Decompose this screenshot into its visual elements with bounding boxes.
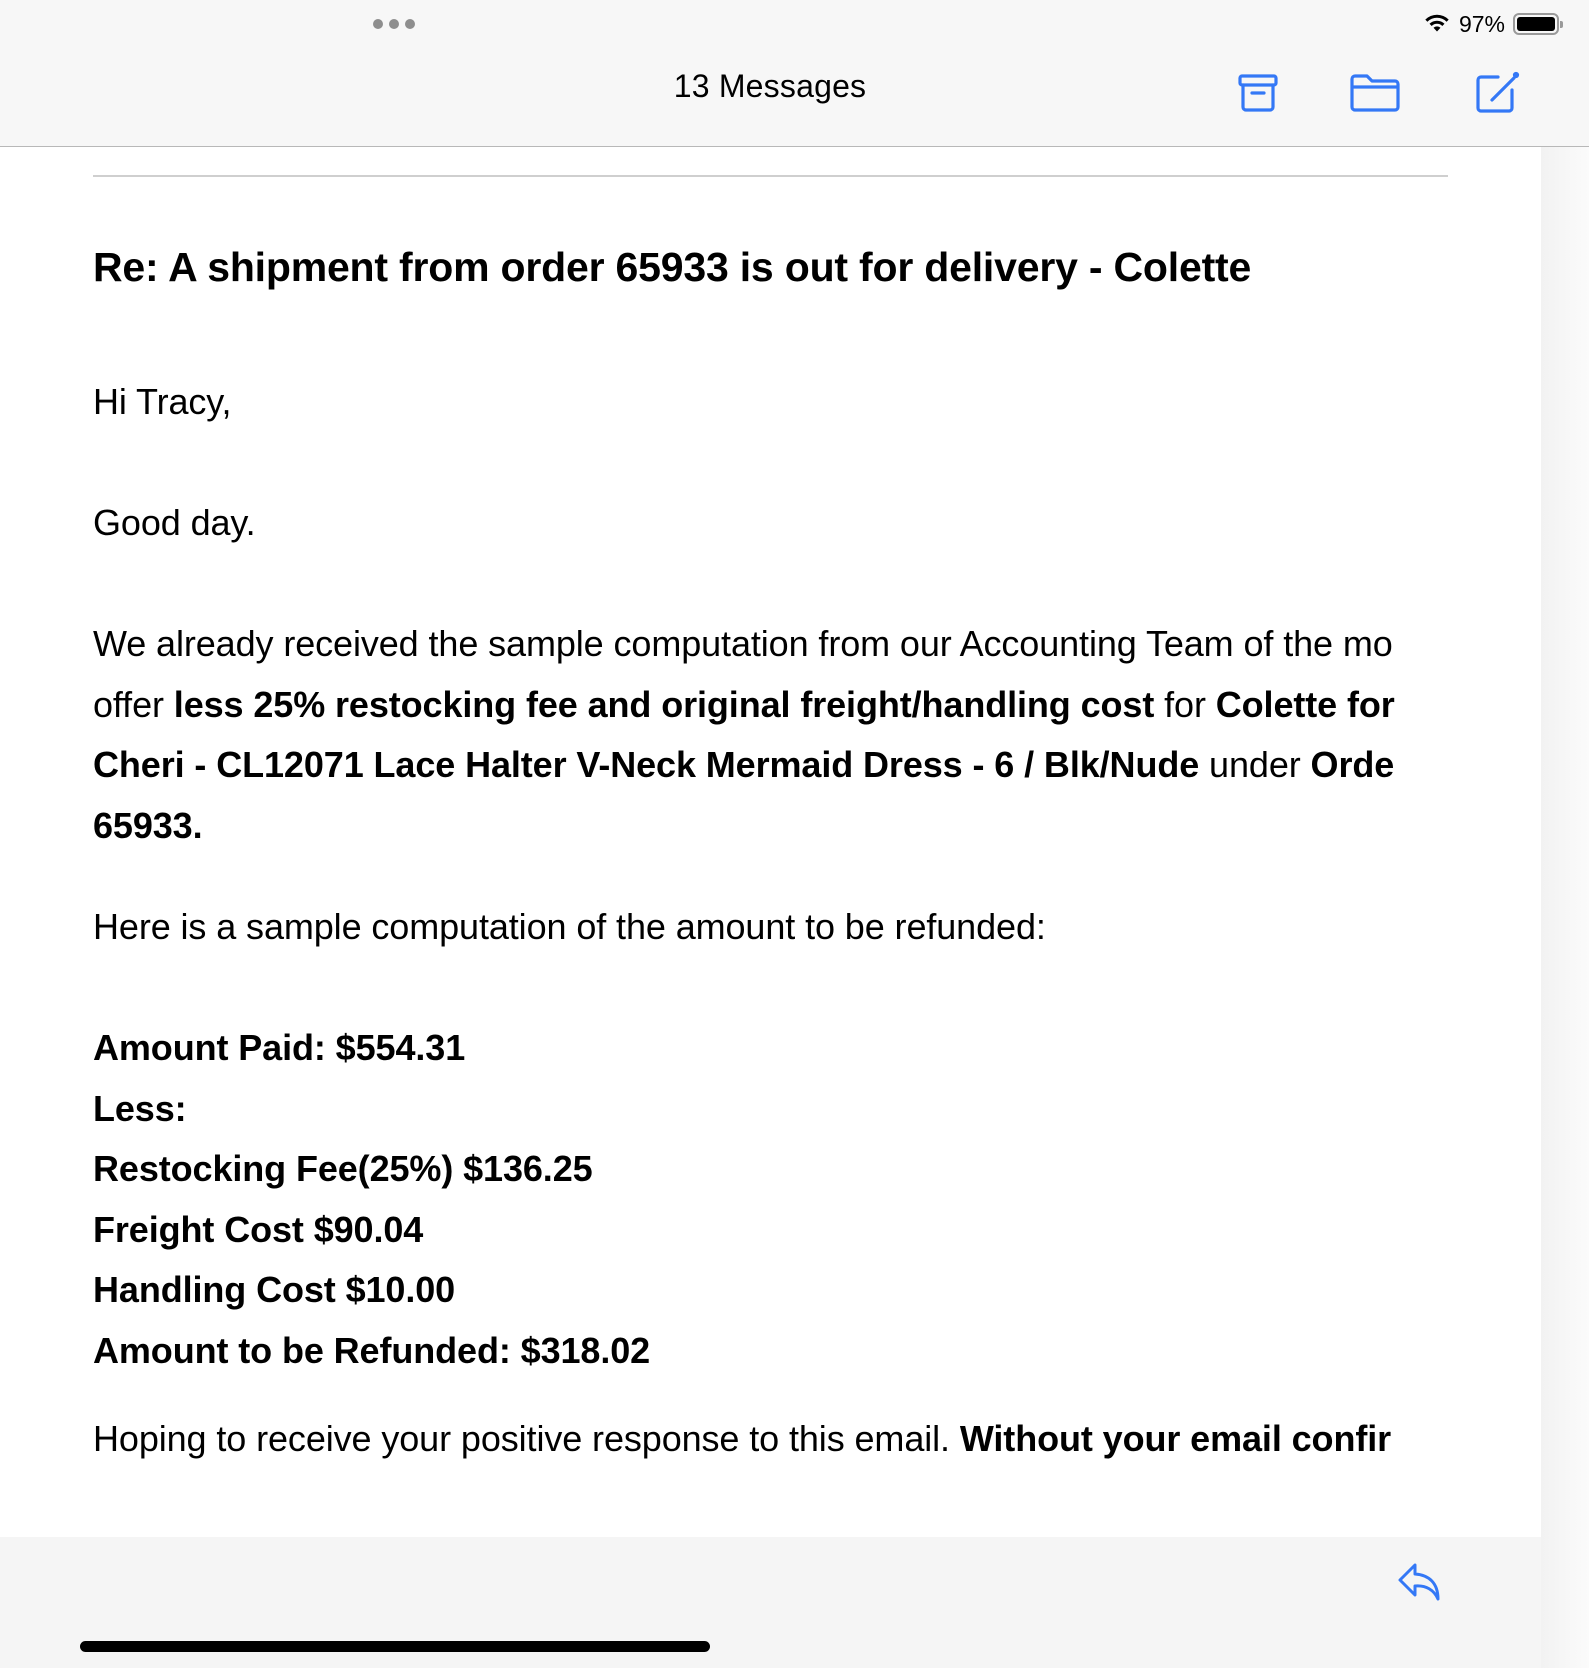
archive-box-icon — [1236, 71, 1280, 120]
reply-arrow-icon — [1396, 1561, 1444, 1610]
amount-paid: Amount Paid: $554.31 — [93, 1027, 466, 1068]
battery-icon — [1513, 13, 1559, 35]
email-paragraph-offer — [93, 614, 1541, 856]
less-label: Less: — [93, 1087, 187, 1129]
paragraph-line: We already received the sample computation from our Accounting Team of the mo — [93, 623, 1393, 664]
battery-percentage: 97% — [1458, 10, 1505, 37]
paragraph-line: Cheri - CL12071 Lace Halter V-Neck Mermaid Dress - 6 / Blk/Nude under Orde — [93, 744, 1395, 785]
wifi-icon — [1423, 11, 1451, 38]
handling-cost: Handling Cost $10.00 — [93, 1269, 456, 1310]
home-indicator[interactable] — [80, 1641, 710, 1652]
paragraph-line: 65933. — [93, 804, 203, 846]
status-indicators — [1423, 9, 1559, 39]
move-to-folder-button[interactable] — [1350, 70, 1400, 120]
compose-button[interactable] — [1472, 70, 1522, 120]
message-count-title: 13 Messages — [673, 68, 867, 104]
freight-cost: Freight Cost $90.04 — [93, 1208, 424, 1250]
refund-computation — [93, 1018, 1541, 1381]
navigation-bar — [0, 48, 1589, 147]
folder-icon — [1349, 71, 1401, 120]
status-bar — [0, 0, 1589, 48]
side-panel-edge — [1541, 147, 1589, 1668]
amount-refunded: Amount to be Refunded: $318.02 — [93, 1329, 651, 1371]
email-content[interactable] — [0, 147, 1541, 1537]
reply-button[interactable] — [1390, 1557, 1450, 1613]
paragraph-line: offer less 25% restocking fee and original freight/handling cost for Colette for — [93, 683, 1395, 725]
email-greeting: Hi Tracy, — [93, 381, 232, 422]
email-closing: Hoping to receive your positive response to this email. Without your email confir — [93, 1418, 1392, 1459]
email-subject: Re: A shipment from order 65933 is out for delivery - Colette — [93, 244, 1252, 290]
email-opening: Good day. — [93, 502, 256, 543]
multitask-dots-icon[interactable] — [373, 19, 415, 29]
computation-intro: Here is a sample computation of the amount to be refunded: — [93, 906, 1046, 947]
restocking-fee: Restocking Fee(25%) $136.25 — [93, 1148, 593, 1189]
archive-button[interactable] — [1233, 70, 1283, 120]
compose-icon — [1474, 70, 1520, 121]
message-divider — [93, 175, 1448, 177]
